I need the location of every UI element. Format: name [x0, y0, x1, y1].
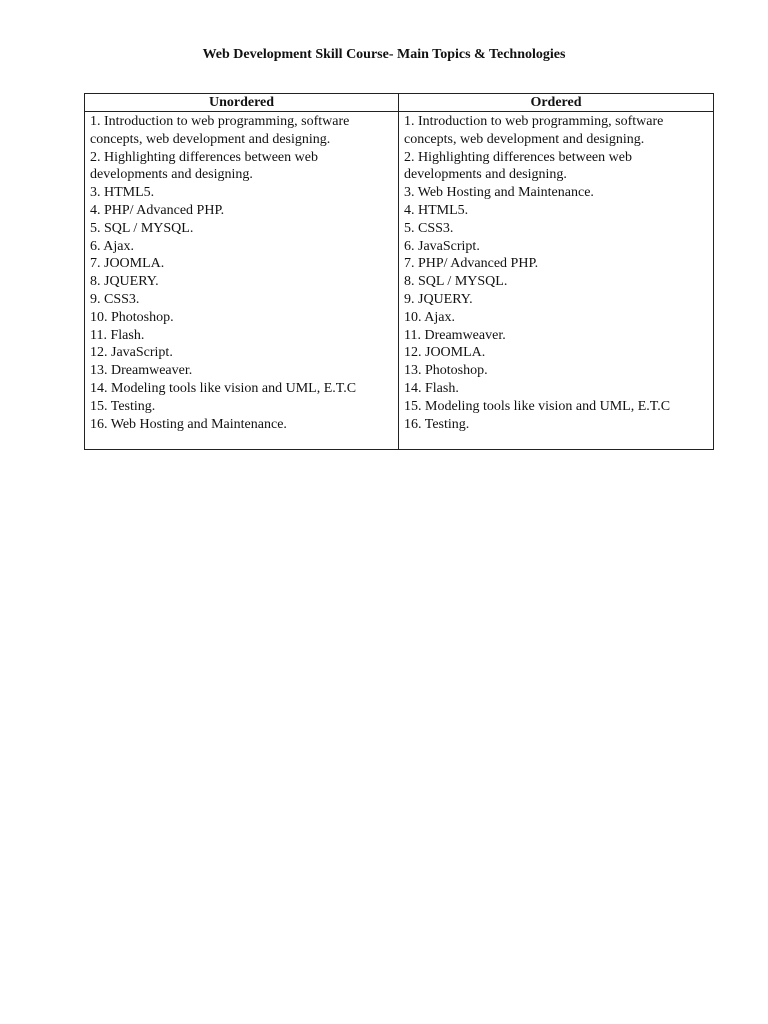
unordered-item-6: 6. Ajax. [90, 238, 134, 254]
unordered-item-7: 7. JOOMLA. [90, 256, 165, 272]
unordered-item-10: 10. Photoshop. [90, 309, 174, 325]
unordered-item-12: 12. JavaScript. [90, 345, 173, 361]
ordered-item-6: 6. JavaScript. [404, 238, 480, 254]
ordered-item-9: 9. JQUERY. [404, 291, 473, 307]
ordered-item-8: 8. SQL / MYSQL. [404, 274, 508, 290]
unordered-item-15: 15. Testing. [90, 398, 156, 414]
ordered-item-7: 7. PHP/ Advanced PHP. [404, 256, 539, 272]
unordered-item-11: 11. Flash. [90, 327, 145, 343]
ordered-item-1: 1. Introduction to web programming, software concepts, web development and designing. [404, 114, 664, 147]
unordered-item-13: 13. Dreamweaver. [90, 363, 193, 379]
unordered-item-2: 2. Highlighting differences between web developments and designing. [90, 149, 318, 183]
page-title: Web Development Skill Course- Main Topics & Technologies [202, 47, 566, 62]
unordered-item-16: 16. Web Hosting and Maintenance. [90, 416, 287, 432]
ordered-item-12: 12. JOOMLA. [404, 345, 486, 361]
unordered-item-4: 4. PHP/ Advanced PHP. [90, 202, 225, 218]
table-header-row [85, 94, 714, 112]
header-ordered: Ordered [399, 94, 714, 112]
ordered-item-16: 16. Testing. [404, 416, 470, 432]
ordered-item-14: 14. Flash. [404, 380, 459, 396]
ordered-topics-cell [399, 112, 714, 450]
topics-table [84, 93, 714, 450]
unordered-topics-cell [85, 112, 399, 450]
unordered-item-14: 14. Modeling tools like vision and UML, E.T.C [90, 380, 357, 396]
header-unordered: Unordered [85, 94, 399, 112]
ordered-item-15: 15. Modeling tools like vision and UML, E.T.C [404, 398, 671, 414]
unordered-item-8: 8. JQUERY. [90, 274, 159, 290]
ordered-item-5: 5. CSS3. [404, 220, 454, 236]
ordered-item-4: 4. HTML5. [404, 202, 469, 218]
unordered-item-5: 5. SQL / MYSQL. [90, 220, 194, 236]
table-row [85, 112, 714, 450]
unordered-item-3: 3. HTML5. [90, 185, 155, 201]
unordered-item-9: 9. CSS3. [90, 291, 140, 307]
ordered-item-13: 13. Photoshop. [404, 363, 488, 379]
ordered-item-2: 2. Highlighting differences between web developments and designing. [404, 149, 632, 183]
ordered-item-11: 11. Dreamweaver. [404, 327, 506, 343]
ordered-item-3: 3. Web Hosting and Maintenance. [404, 185, 594, 201]
unordered-item-1: 1. Introduction to web programming, software concepts, web development and designing. [90, 114, 350, 147]
ordered-item-10: 10. Ajax. [404, 309, 455, 325]
